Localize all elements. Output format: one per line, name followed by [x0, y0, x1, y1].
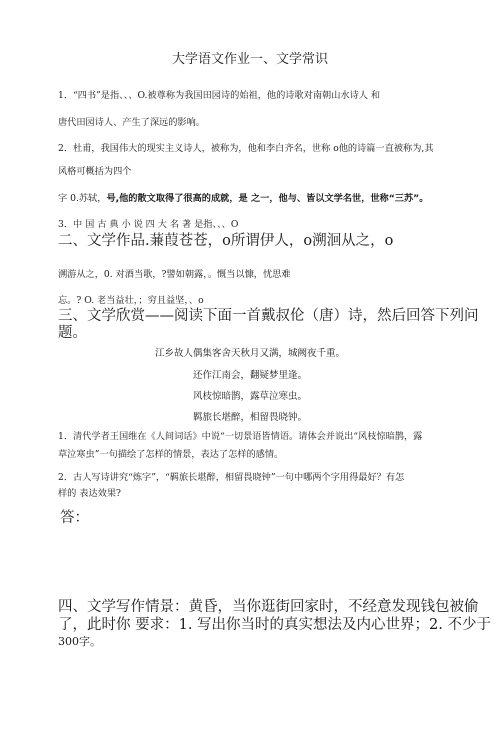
poem-line-1: 江乡故人偶集客舍天秋月又满，城阙夜千重。	[154, 348, 345, 359]
s1-q2-line3	[58, 193, 428, 205]
poem-line-2: 还作江南会，翻疑梦里逢。	[192, 370, 307, 381]
s3-q1-line1: 1．清代学者王国维在《人间词话》中说“一切景语皆情语。请体会并说出“风枝惊暗鹊，露	[58, 431, 423, 442]
poem-line-4: 羁旅长堪醉，相留畏晓钟。	[192, 412, 307, 423]
s1-q2-line3-bold: 号,他的散文取得了很高的成就，是 之一，他与、皆以文学名世，世称“三苏”。	[106, 193, 429, 204]
s1-q2-line1: 2．杜甫，我国伟大的现实主义诗人，被称为，他和李白齐名，世称 o他的诗篇一直被称为,其	[58, 143, 434, 154]
s2-heading: 二、文学作品.蒹葭苍苍，o所谓伊人，o溯洄从之，o	[58, 233, 394, 249]
s1-q1-line1: 1．“四书”是指、、、O.被尊称为我国田园诗的始祖，他的诗歌对南朝山水诗人 和	[58, 90, 381, 101]
s2-line2: 忘。? O. 老当益壮，；穷且益坚，、o	[58, 295, 204, 306]
page-title: 大学语文作业一、文学常识	[171, 52, 328, 67]
s4-line2: 了，此时你 要求：1. 写出你当时的真实想法及内心世界；2. 不少于	[58, 617, 491, 633]
s4-line1: 四、文学写作情景：黄昏，当你逛街回家时，不经意发现钱包被偷	[58, 599, 479, 615]
answer-label: 答：	[60, 510, 89, 526]
s3-q1-line2: 草泣寒虫”一句描绘了怎样的情景，表达了怎样的感情。	[58, 449, 284, 460]
s1-q1-line2: 唐代田园诗人、产生了深远的影响。	[58, 117, 205, 128]
s1-q2-line3-prefix: 字 0.苏轼，	[58, 193, 107, 204]
poem-line-3: 风枝惊暗鹊，露草泣寒虫。	[192, 391, 307, 402]
s3-heading-line1: 三、文学欣赏——阅读下面一首戴叔伦（唐）诗，然后回答下列问	[58, 308, 479, 324]
s1-q2-line2: 风格可概括为四个	[58, 166, 132, 177]
s4-line3: 300字。	[58, 635, 101, 648]
s2-line1: 溯游从之，0. 对酒当歌，?譬如朝露，。慨当以慷，忧思难	[58, 269, 291, 280]
s3-q2-line1: 2．古人写诗讲究“炼字”，“羁旅长堪醉，相留畏晓钟”一句中哪两个字用得最好？有怎	[58, 472, 405, 483]
s1-q3: 3．中 国 古 典 小 说 四 大 名 著 是指、、、O	[58, 219, 239, 230]
s3-q2-line2: 样的 表达效果?	[58, 488, 121, 499]
s3-heading-line2: 题。	[58, 325, 87, 341]
